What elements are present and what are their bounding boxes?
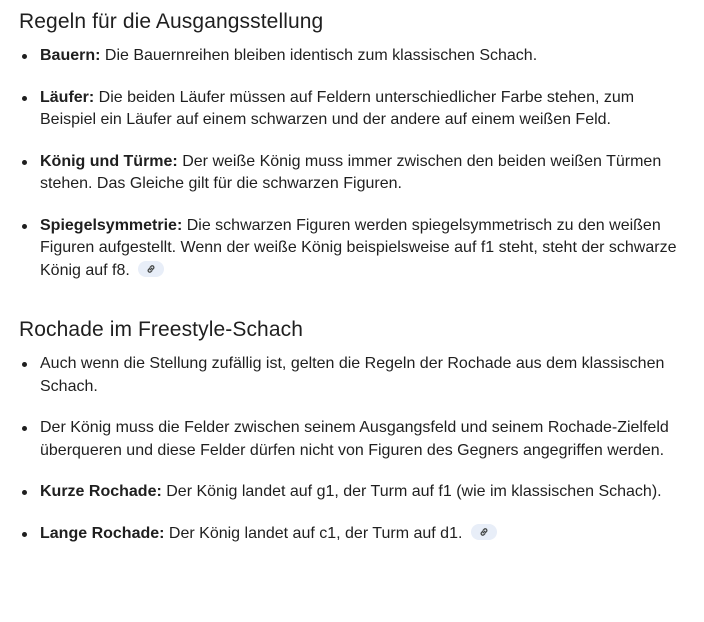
item-label: Spiegelsymmetrie: (40, 216, 183, 234)
list-item (19, 417, 690, 462)
section-heading: Regeln für die Ausgangsstellung (19, 10, 324, 33)
item-label: Lange Rochade: (40, 524, 165, 542)
list-item (19, 151, 690, 196)
bullet-icon (22, 54, 27, 59)
source-link-chip[interactable] (471, 524, 497, 540)
list-item (19, 215, 690, 283)
bullet-icon (22, 96, 27, 101)
item-text: Die Bauernreihen bleiben identisch zum klassischen Schach. (100, 47, 538, 64)
item-label: Läufer: (40, 88, 95, 106)
item-text: Der weiße König muss immer zwischen den beiden weißen Türmen stehen. Das Gleiche gilt für die schwarzen Figuren. (40, 152, 662, 192)
list-item (19, 523, 690, 546)
link-icon (146, 264, 156, 274)
item-label: Bauern: (40, 47, 101, 64)
item-text: Auch wenn die Stellung zufällig ist, gelten die Regeln der Rochade aus dem klassischen Schach. (40, 355, 665, 395)
link-icon (479, 527, 489, 537)
bullet-icon (22, 224, 27, 229)
item-text: Der König landet auf c1, der Turm auf d1. (164, 524, 463, 542)
section-heading: Rochade im Freestyle-Schach (19, 318, 303, 341)
list-item (19, 45, 690, 68)
bullet-icon (22, 362, 27, 367)
item-text: Die beiden Läufer müssen auf Feldern unterschiedlicher Farbe stehen, zum Beispiel ein Läufer auf einem schwarzen und der andere auf einem weißen Feld. (40, 88, 635, 128)
bullet-icon (22, 160, 27, 165)
section-ausgangsstellung (19, 8, 690, 282)
bullet-icon (22, 532, 27, 537)
item-text: Der König muss die Felder zwischen seinem Ausgangsfeld und seinem Rochade-Zielfeld überqueren und diese Felder dürfen nicht von Figuren des Gegners angegriffen werden. (40, 419, 669, 459)
item-label: Kurze Rochade: (40, 483, 162, 500)
bullet-icon (22, 490, 27, 495)
list-item (19, 481, 690, 504)
rules-list (19, 45, 690, 282)
list-item (19, 87, 690, 132)
item-text: Der König landet auf g1, der Turm auf f1 (wie im klassischen Schach). (161, 483, 662, 500)
source-link-chip[interactable] (138, 261, 164, 277)
item-label: König und Türme: (40, 152, 178, 170)
section-rochade (19, 316, 690, 545)
bullet-icon (22, 426, 27, 431)
item-text: Die schwarzen Figuren werden spiegelsymmetrisch zu den weißen Figuren aufgestellt. Wenn der weiße König beispielsweise auf f1 steht, steht der schwarze König auf f8. (40, 216, 677, 279)
rules-list (19, 353, 690, 545)
list-item (19, 353, 690, 398)
